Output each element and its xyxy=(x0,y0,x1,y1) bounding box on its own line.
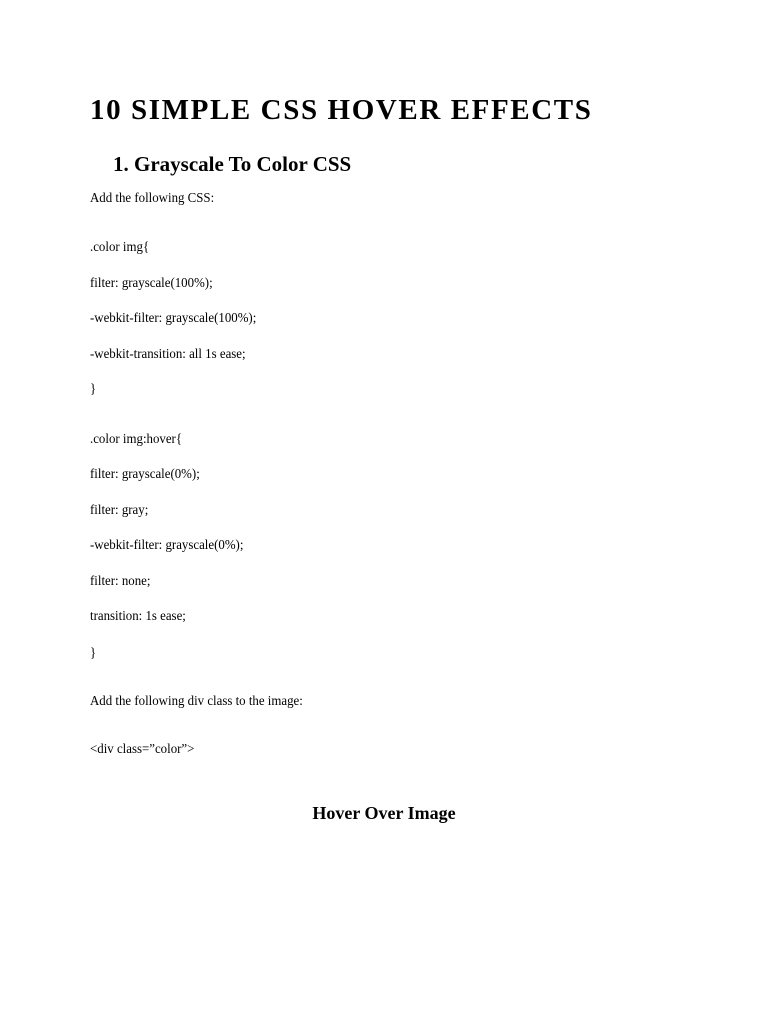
code-line: .color img{ xyxy=(90,240,150,255)
code-line: -webkit-filter: grayscale(100%); xyxy=(90,311,257,326)
code-line: -webkit-filter: grayscale(0%); xyxy=(90,538,244,553)
code-line: } xyxy=(90,646,97,661)
code-line: transition: 1s ease; xyxy=(90,609,186,624)
code-line: filter: grayscale(100%); xyxy=(90,276,213,291)
code-line: .color img:hover{ xyxy=(90,432,183,447)
code-line: filter: gray; xyxy=(90,503,149,518)
code-line: filter: grayscale(0%); xyxy=(90,467,200,482)
code-line: filter: none; xyxy=(90,574,151,589)
intro-text: Add the following CSS: xyxy=(90,191,215,206)
div-instruction-text: Add the following div class to the image: xyxy=(90,694,303,709)
div-code-line: <div class=”color”> xyxy=(90,742,195,757)
image-caption: Hover Over Image xyxy=(312,803,456,823)
code-line: -webkit-transition: all 1s ease; xyxy=(90,347,246,362)
document-title: 10 SIMPLE CSS HOVER EFFECTS xyxy=(90,94,593,126)
code-line: } xyxy=(90,382,97,397)
section-heading: 1. Grayscale To Color CSS xyxy=(113,152,352,176)
